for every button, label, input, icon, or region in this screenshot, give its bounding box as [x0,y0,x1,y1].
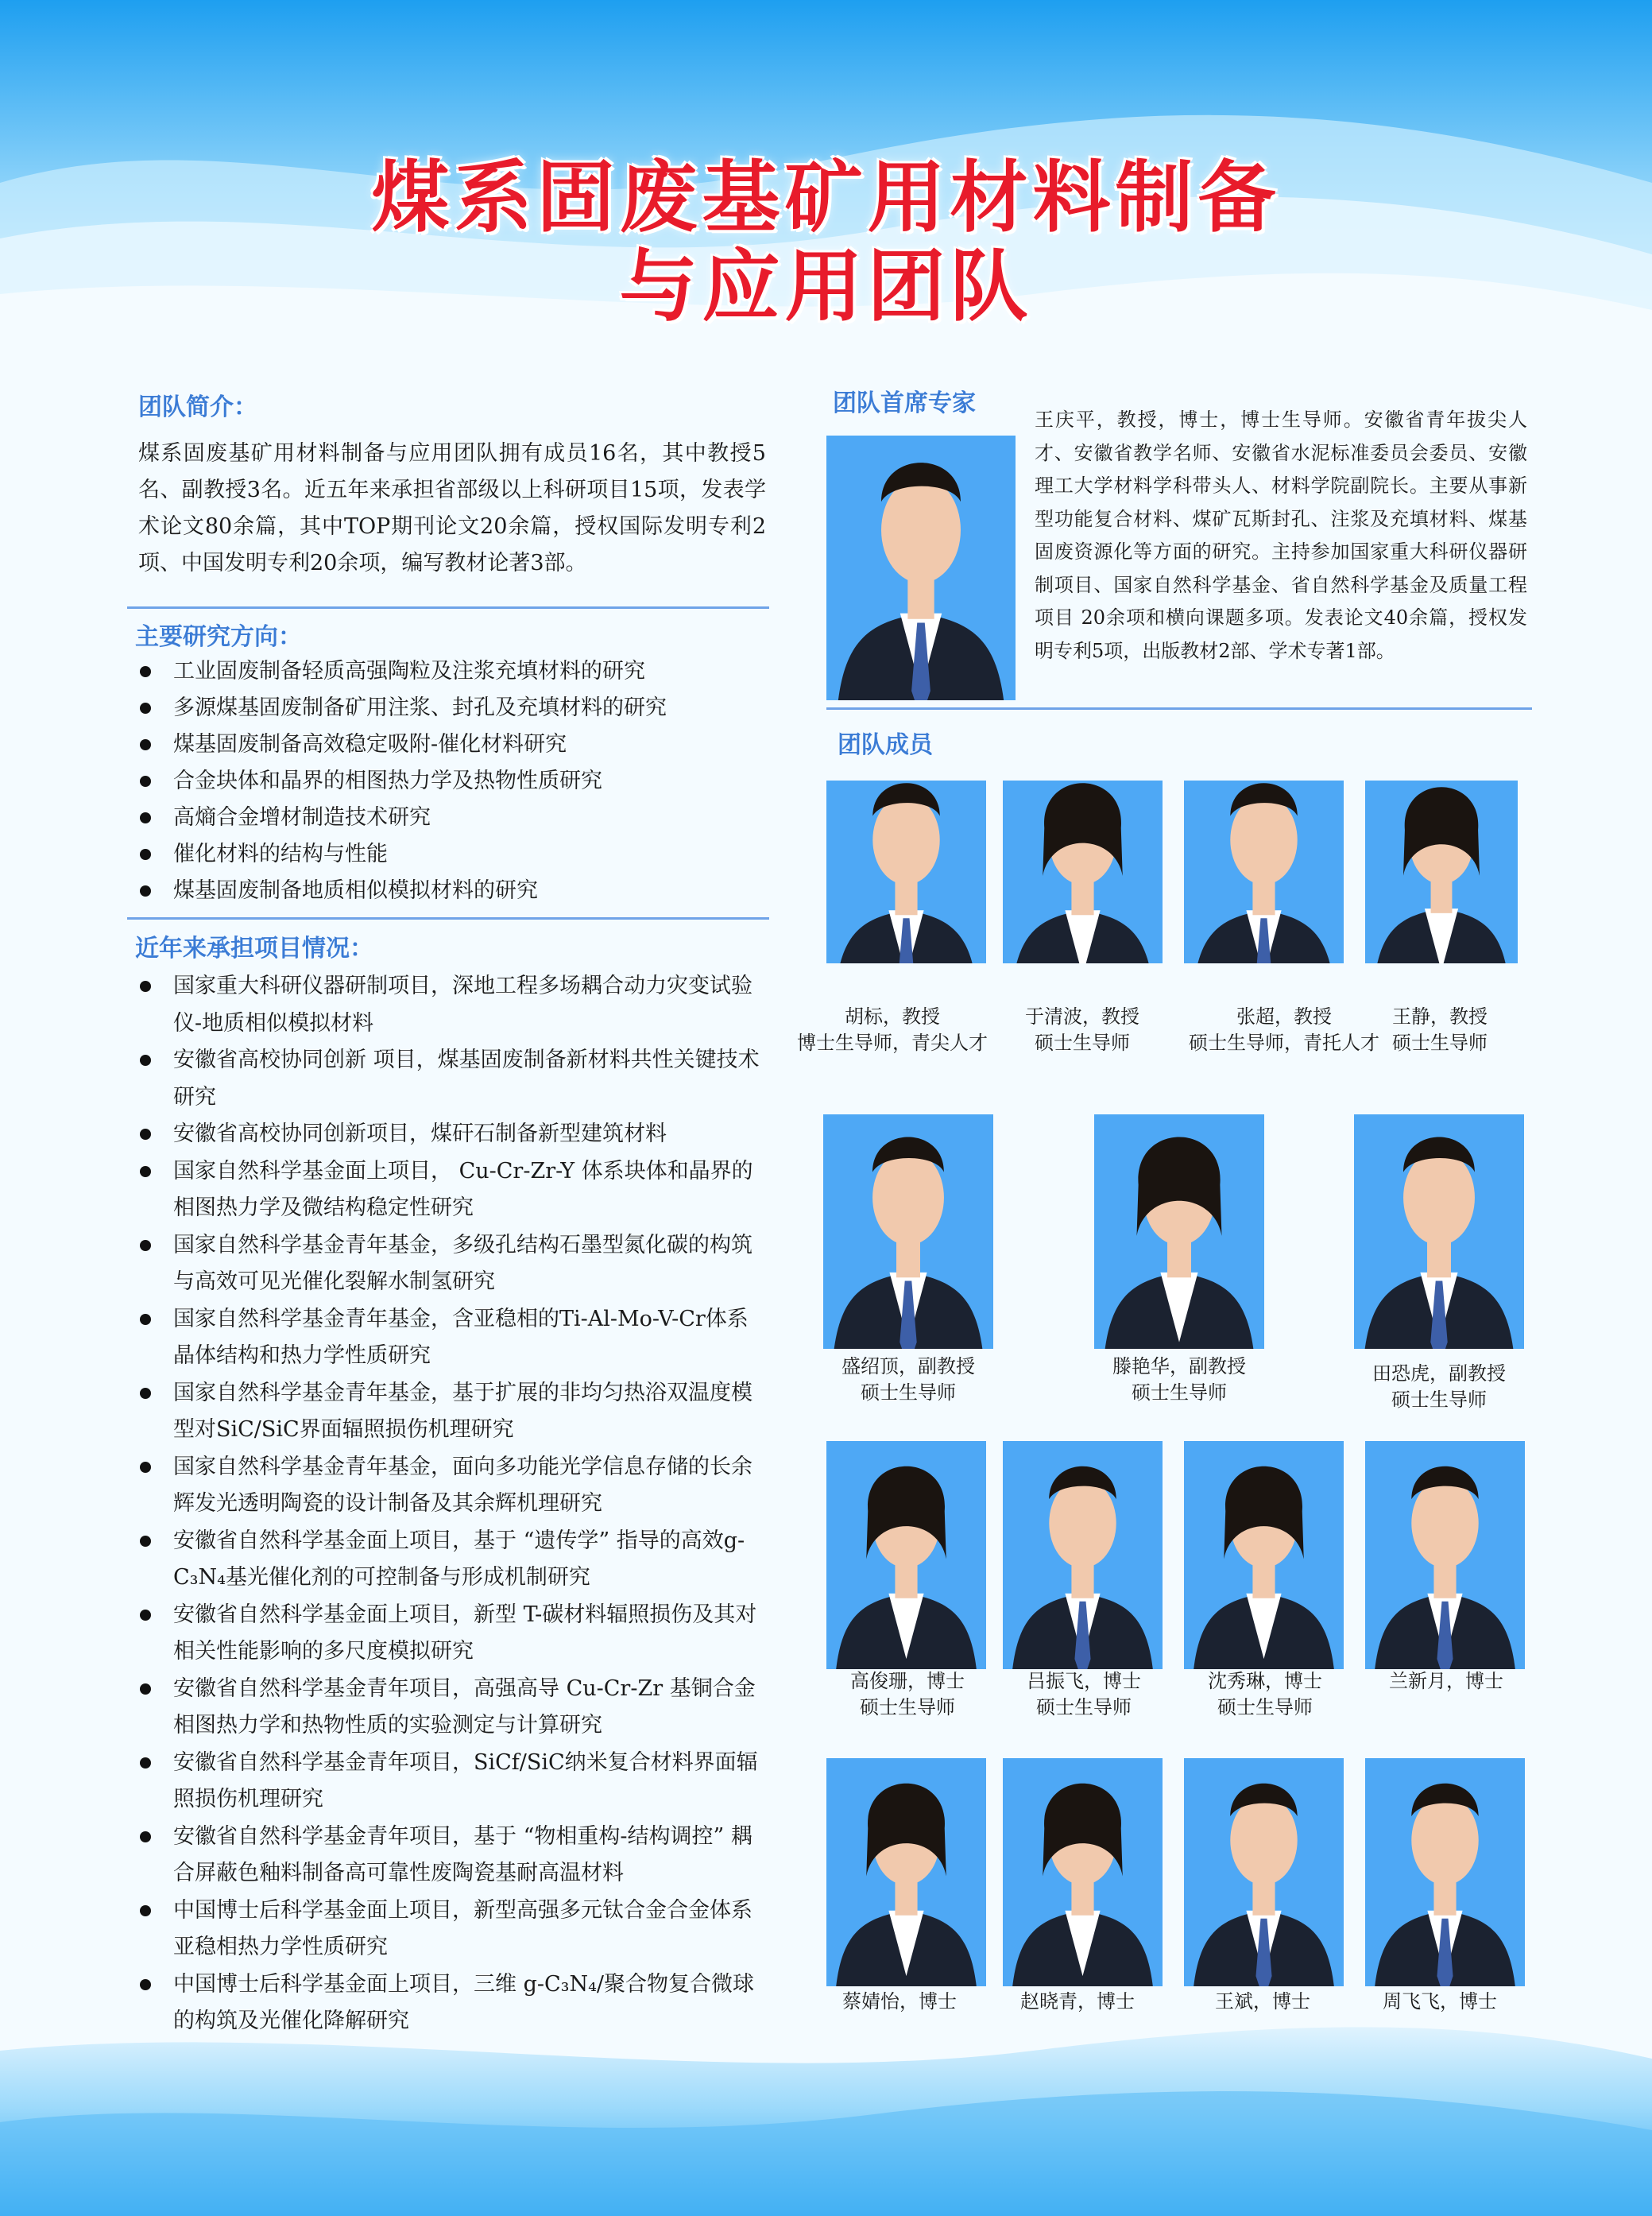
member-role: 硕士生导师 [1391,1389,1487,1411]
member-name-title: 王斌，博士 [1215,1990,1310,2013]
research-item: 高熵合金增材制造技术研究 [135,800,771,836]
expert-bio: 王庆平，教授，博士，博士生导师。安徽省青年拔尖人才、安徽省教学名师、安徽省水泥标准委员会委员、安徽理工大学材料学科带头人、材料学院副院长。主要从事新型功能复合材料、煤矿瓦斯封孔、注浆及充填材料、煤基固废资源化等方面的研究。主持参加国家重大科研仪器研制项目、国家自然科学基金、省自然科学基金及质量工程项目 20余项和横向课题多项。发表论文40余篇，授权发明专利5项，出版教材2部、学术专著1部。 [1035,409,1527,662]
projects-list [135,968,763,2040]
member-caption [1280,1361,1598,1413]
project-item: 安徽省高校协同创新项目，煤矸石制备新型建筑材料 [135,1116,763,1153]
member-name-title: 田恐虎，副教授 [1372,1362,1506,1385]
intro-heading: 团队简介： [138,393,257,421]
research-heading: 主要研究方向： [135,623,302,651]
project-item: 国家自然科学基金青年基金，多级孔结构石墨型氮化碳的构筑与高效可见光催化裂解水制氢研究 [135,1227,763,1301]
research-item: 合金块体和晶界的相图热力学及热物性质研究 [135,763,771,800]
research-list [135,653,771,909]
member-photo [1003,1441,1163,1669]
member-photo [1365,1441,1525,1669]
member-role: 硕士生导师 [1132,1381,1227,1404]
project-item: 安徽省自然科学基金青年项目，高强高导 Cu-Cr-Zr 基铜合金相图热力学和热物性质的实验测定与计算研究 [135,1671,763,1745]
member-caption [1287,1668,1605,1695]
member-name-title: 高俊珊，博士 [850,1670,965,1692]
project-item: 安徽省自然科学基金面上项目，新型 T-碳材料辐照损伤及其对相关性能影响的多尺度模拟研究 [135,1597,763,1671]
member-photo [1365,1758,1525,1986]
member-photo [1184,1758,1344,1986]
member-photo [1003,781,1163,963]
member-photo [1003,1758,1163,1986]
member-role: 博士生导师，青尖人才 [797,1032,988,1054]
member-name-title: 盛绍顶，副教授 [841,1355,975,1377]
member-role: 硕士生导师 [1035,1032,1130,1054]
member-name-title: 兰新月，博士 [1389,1670,1503,1692]
member-photo [1184,781,1344,963]
project-item: 国家自然科学基金青年基金，基于扩展的非均匀热浴双温度模型对SiC/SiC界面辐照损伤机理研究 [135,1375,763,1449]
project-item: 中国博士后科学基金面上项目，三维 g-C₃N₄/聚合物复合微球的构筑及光催化降解研究 [135,1966,763,2040]
member-photo [1354,1114,1524,1349]
project-item: 国家自然科学基金青年基金，含亚稳相的Ti-Al-Mo-V-Cr体系晶体结构和热力学性质研究 [135,1301,763,1375]
project-item: 安徽省自然科学基金青年项目，SiCf/SiC纳米复合材料界面辐照损伤机理研究 [135,1745,763,1819]
member-name-title: 蔡婧怡，博士 [842,1990,957,2013]
projects-heading: 近年来承担项目情况： [135,935,373,963]
divider [127,917,769,920]
research-item: 煤基固废制备高效稳定吸附-催化材料研究 [135,726,771,763]
project-item: 国家重大科研仪器研制项目，深地工程多场耦合动力灾变试验仪-地质相似模拟材料 [135,968,763,1042]
project-item: 安徽省高校协同创新 项目，煤基固废制备新材料共性关键技术研究 [135,1042,763,1116]
expert-heading: 团队首席专家 [833,389,976,417]
expert-photo [826,436,1016,700]
member-photo [1094,1114,1264,1349]
project-item: 安徽省自然科学基金青年项目，基于 “物相重构-结构调控” 耦合屏蔽色釉料制备高可靠性废陶瓷基耐高温材料 [135,1819,763,1893]
member-photo [1184,1441,1344,1669]
member-name-title: 沈秀琳，博士 [1208,1670,1322,1692]
member-photo [823,1114,993,1349]
member-role: 硕士生导师 [861,1381,956,1404]
member-role: 硕士生导师，青托人才 [1189,1032,1379,1054]
member-caption [749,1354,1067,1406]
member-name-title: 周飞飞，博士 [1383,1990,1497,2013]
members-heading: 团队成员 [838,731,933,759]
member-photo [826,781,986,963]
member-photo [826,1441,986,1669]
project-item: 国家自然科学基金面上项目， Cu-Cr-Zr-Y 体系块体和晶界的相图热力学及微结构稳定性研究 [135,1153,763,1227]
research-item: 煤基固废制备地质相似模拟材料的研究 [135,873,771,909]
member-photo [1365,781,1518,963]
member-role: 硕士生导师 [860,1696,955,1718]
project-item: 安徽省自然科学基金面上项目，基于 “遗传学” 指导的高效g-C₃N₄基光催化剂的可控制备与形成机制研究 [135,1523,763,1597]
member-name-title: 滕艳华，副教授 [1112,1355,1246,1377]
research-item: 工业固废制备轻质高强陶粒及注浆充填材料的研究 [135,653,771,690]
member-role: 硕士生导师 [1036,1696,1132,1718]
member-photo [826,1758,986,1986]
poster-title-line2: 与应用团队 [619,242,1033,332]
member-name-title: 赵晓青，博士 [1020,1990,1135,2013]
divider [826,707,1532,710]
member-role: 硕士生导师 [1217,1696,1313,1718]
member-caption [1281,1004,1599,1056]
member-name-title: 于清波，教授 [1025,1005,1139,1028]
research-item: 催化材料的结构与性能 [135,836,771,873]
member-name-title: 胡标，教授 [845,1005,940,1028]
member-name-title: 张超，教授 [1236,1005,1332,1028]
poster-title-line1: 煤系固废基矿用材料制备 [371,153,1281,243]
research-item: 多源煤基固废制备矿用注浆、封孔及充填材料的研究 [135,690,771,726]
divider [127,606,769,609]
member-name-title: 吕振飞，博士 [1027,1670,1141,1692]
member-name-title: 王静，教授 [1392,1005,1488,1028]
project-item: 国家自然科学基金青年基金，面向多功能光学信息存储的长余辉发光透明陶瓷的设计制备及其余辉机理研究 [135,1449,763,1523]
member-role: 硕士生导师 [1392,1032,1488,1054]
intro-text: 煤系固废基矿用材料制备与应用团队拥有成员16名，其中教授5名、副教授3名。近五年来承担省部级以上科研项目15项，发表学术论文80余篇，其中TOP期刊论文20余篇，授权国际发明专利2项、中国发明专利20余项，编写教材论著3部。 [138,441,766,575]
member-caption [1281,1989,1599,2015]
project-item: 中国博士后科学基金面上项目，新型高强多元钛合金合金体系亚稳相热力学性质研究 [135,1893,763,1966]
